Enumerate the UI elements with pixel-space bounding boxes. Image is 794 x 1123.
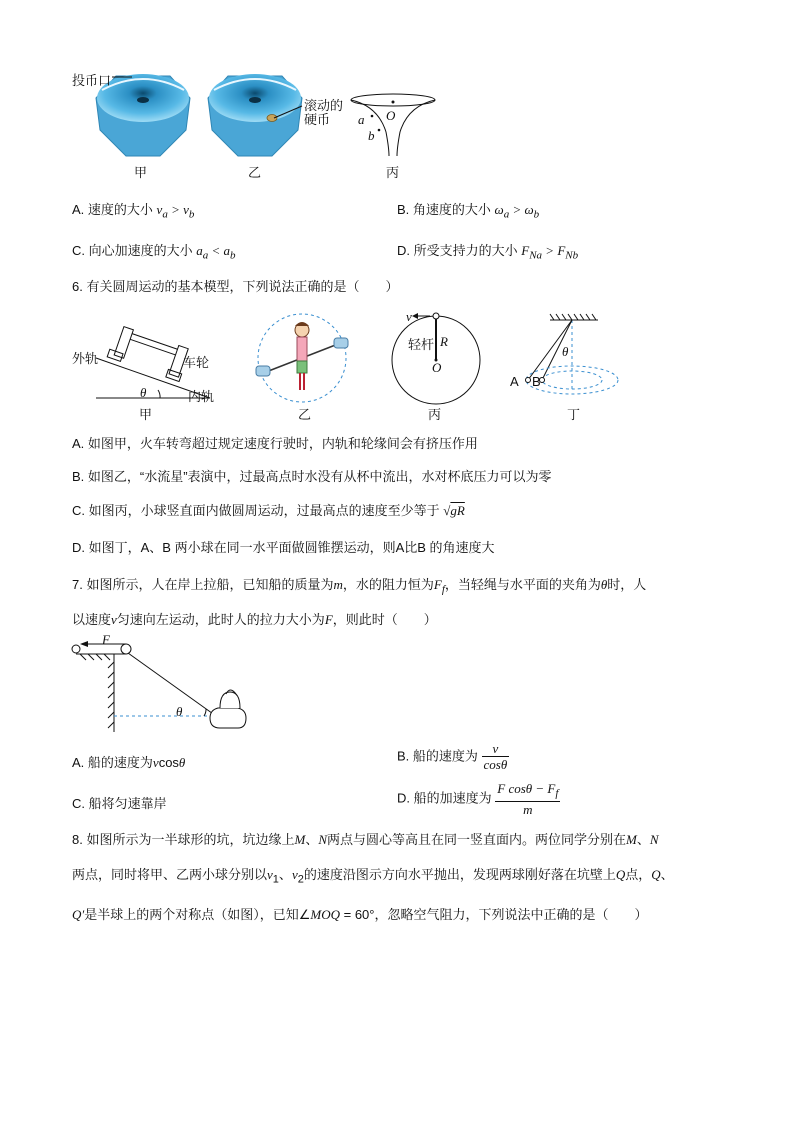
fig6-inner-rail-label: 内轨 (188, 389, 215, 404)
q8-stem-line2: 两点，同时将甲、乙两小球分别以$v_1$、$v_2$的速度沿图示方向水平抛出，发现两球刚好落在坑壁上Q点，Q、 (72, 867, 674, 886)
q5-option-d-formula: $F_{Na} > F_{Nb}$ (521, 243, 579, 262)
q8-line2-c: 点， (625, 867, 652, 882)
q5-option-b-text: B. 角速度的大小 (397, 202, 491, 217)
q8-line3-c: ，忽略空气阻力，下列说法中正确的是（ ） (374, 907, 648, 922)
q6-option-d[interactable]: D. 如图丁，A、B 两小球在同一水平面做圆锥摆运动，则A比B 的角速度大 (72, 540, 495, 555)
funnel-point-O: O (386, 108, 396, 123)
q5-option-c-text: C. 向心加速度的大小 (72, 243, 193, 258)
q5-option-b-formula: $\omega_a > \omega_b$ (494, 202, 540, 221)
fig6-rod-label: 轻杆 (408, 337, 435, 352)
funnel-point-a: a (358, 112, 365, 127)
q7-option-a-text: A. 船的速度为 (72, 755, 153, 770)
fig6-A-label: A (510, 374, 519, 389)
fig6-label-ding: 丁 (567, 407, 581, 422)
q7-option-b[interactable] (397, 742, 509, 772)
fig6-label-bing: 丙 (428, 407, 442, 422)
q6-option-c-formula: √gR (443, 503, 465, 518)
q7-option-b-fraction: $\frac{v}{\cos\theta}$ (483, 741, 508, 772)
fig5-label-jia: 甲 (134, 165, 148, 180)
q5-option-b[interactable] (397, 199, 539, 221)
q8-line1-b: 两点与圆心等高且在同一竖直面内。两位同学分别在 (327, 832, 627, 847)
q7-line1-b: ，水的阻力恒为 (342, 577, 434, 592)
q7-option-d-text: D. 船的加速度为 (397, 790, 492, 806)
q7-stem-line1: 7. 如图所示，人在岸上拉船，已知船的质量为m，水的阻力恒为$F_f$，当轻绳与水平面的夹角为θ时，人 (72, 577, 647, 596)
q5-option-a[interactable] (72, 199, 194, 221)
fig6-O-label: O (432, 360, 442, 375)
fig6-wheel-label: 车轮 (183, 355, 210, 370)
q7-stem-line2: 以速度v匀速向左运动，此时人的拉力大小为F，则此时（ ） (72, 612, 437, 627)
fig6-B-label: B (532, 374, 541, 389)
q7-option-d[interactable] (397, 782, 560, 817)
q7-option-a-formula: v (152, 755, 159, 770)
coin-slot-arrow (112, 72, 142, 82)
fig7-theta-label: θ (176, 704, 183, 719)
funnel-point-b: b (368, 128, 375, 143)
rolling-coin-label-2: 硬币 (304, 112, 331, 127)
fig6-label-jia: 甲 (139, 407, 153, 422)
q7-option-c[interactable]: C. 船将匀速靠岸 (72, 796, 167, 811)
q5-option-c[interactable] (72, 240, 236, 262)
q5-option-d[interactable] (397, 240, 578, 262)
q6-option-a[interactable]: A. 如图甲，火车转弯超过规定速度行驶时，内轨和轮缘间会有挤压作用 (72, 436, 478, 451)
q7-line2-b: 匀速向左运动，此时人的拉力大小为 (116, 612, 325, 627)
q5-option-d-text: D. 所受支持力的大小 (397, 243, 518, 258)
q8-line2-a: 两点，同时将甲、乙两小球分别以 (72, 867, 268, 882)
q8-stem-line1: 8. 如图所示为一半球形的坑，坑边缘上M、N两点与圆心等高且在同一竖直面内。两位同学分别在M、N (72, 832, 659, 847)
fig7-F-label: F (102, 632, 110, 647)
q6-option-c[interactable] (72, 500, 465, 519)
q7-line2-a: 以速度 (72, 612, 112, 627)
q7-line1-a: 7. 如图所示，人在岸上拉船，已知船的质量为 (72, 577, 334, 592)
q6-option-c-text: C. 如图丙，小球竖直面内做圆周运动，过最高点的速度至少等于 (72, 503, 440, 518)
q5-option-a-formula: $v_a > v_b$ (156, 202, 195, 221)
water-meteor-diagram (252, 308, 352, 408)
q8-line3-b: 是半球上的两个对称点（如图），已知∠ (84, 907, 311, 922)
conical-pendulum-diagram (506, 312, 626, 412)
q7-option-d-fraction: $\frac{F \cos\theta - F_f}{m}$ (497, 781, 559, 817)
q6-option-b[interactable]: B. 如图乙，“水流星”表演中，过最高点时水没有从杯中流出，水对杯底压力可以为零 (72, 469, 552, 484)
fig6-ding-theta: θ (562, 344, 569, 359)
fig6-R-label: R (440, 334, 448, 349)
q8-line2-b: 的速度沿图示方向水平抛出，发现两球刚好落在坑壁上 (303, 867, 616, 882)
q7-option-b-text: B. 船的速度为 (397, 748, 478, 764)
q7-option-a[interactable]: A. 船的速度为vcosθ (72, 755, 186, 770)
fig6-v-label: v (406, 309, 412, 324)
rolling-coin-label-1: 滚动的 (304, 98, 344, 113)
q7-line1-c: ，当轻绳与水平面的夹角为 (444, 577, 601, 592)
fig5-label-bing: 丙 (386, 165, 400, 180)
boat-pull-diagram (70, 636, 250, 736)
q5-option-c-formula: $a_a < a_b$ (196, 243, 236, 262)
fig6-outer-rail-label: 外轨 (72, 351, 99, 366)
q7-line1-d: 时，人 (607, 577, 647, 592)
light-rod-circle-diagram (388, 308, 488, 408)
q8-line1-a: 8. 如图所示为一半球形的坑，坑边缘上 (72, 832, 295, 847)
fig6-theta-label: θ (140, 385, 147, 400)
fig6-label-yi: 乙 (298, 407, 312, 422)
q7-line2-c: ，则此时（ ） (332, 612, 437, 627)
q8-stem-line3: Q′是半球上的两个对称点（如图），已知∠MOQ = 60°，忽略空气阻力，下列说法中正确的是（ ） (72, 907, 648, 922)
coin-slot-label: 投币口 (72, 73, 112, 88)
q6-stem: 6. 有关圆周运动的基本模型，下列说法正确的是（ ） (72, 279, 399, 294)
q5-option-a-text: A. 速度的大小 (72, 202, 153, 217)
fig5-label-yi: 乙 (248, 165, 262, 180)
